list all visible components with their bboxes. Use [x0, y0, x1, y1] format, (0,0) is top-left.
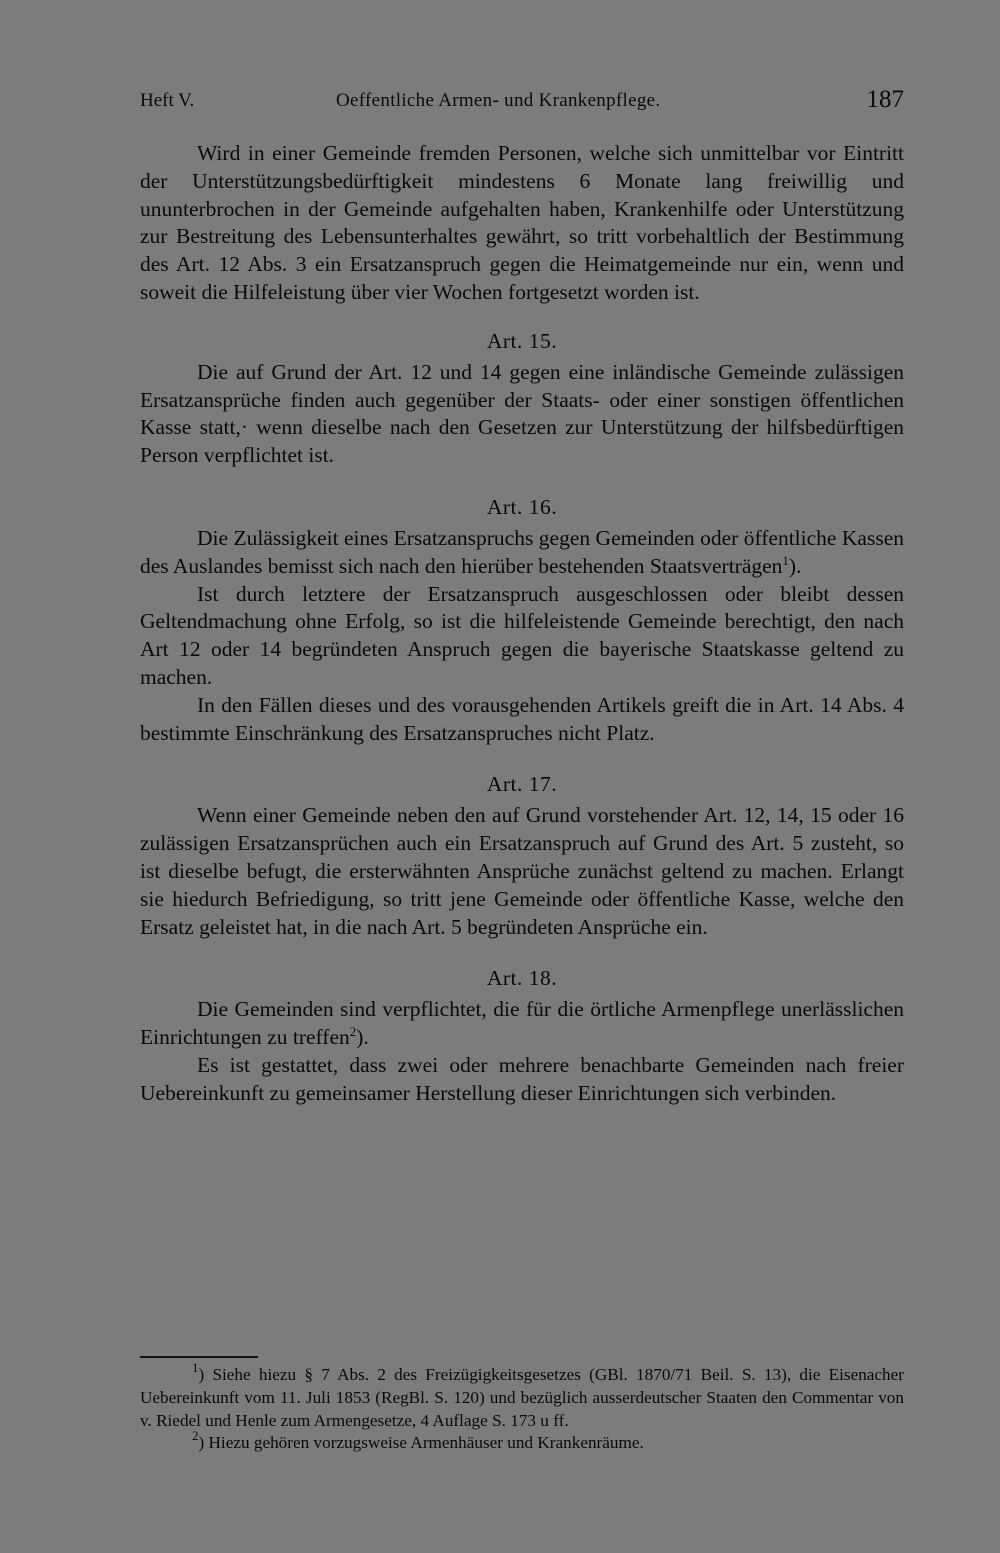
page-number: 187 — [866, 86, 904, 113]
paragraph-art16-1 — [140, 525, 904, 581]
footnote-2 — [140, 1428, 904, 1455]
paragraph-art14-continuation: Wird in einer Gemeinde fremden Personen, welche sich unmittelbar vor Eintritt der Unterstützungsbedürftigkeit mindestens 6 Monate lang freiwillig und ununterbrochen in der Gemeinde aufgehalten haben, Krankenhilfe oder Unterstützung zur Bestreitung des Lebensunterhaltes gewährt, so tritt vorbehaltlich der Bestimmung des Art. 12 Abs. 3 ein Ersatzanspruch gegen die Heimatgemeinde nur ein, wenn und soweit die Hilfeleistung über vier Wochen fortgesetzt worden ist. — [140, 141, 904, 304]
header-section: Heft V. — [140, 90, 195, 111]
main-text — [140, 140, 904, 1108]
footnote-marker-2: 2 — [192, 1428, 199, 1444]
paragraph-art18-2: Es ist gestattet, dass zwei oder mehrere benachbarte Gemeinden nach freier Uebereinkunft zu gemeinsamer Herstellung dieser Einrichtungen sich verbinden. — [140, 1052, 904, 1105]
footnote-marker-1: 1 — [192, 1360, 199, 1375]
article-heading-18: Art. 18. — [486, 966, 558, 991]
footnote-text: ) Siehe hiezu § 7 Abs. 2 des Freizügigkeitsgesetzes (GBl. 1870/71 Beil. S. 13), die Eisenacher Uebereinkunft vom 11. Juli 1853 (RegBl. S. 120) und bezüglich ausserdeutscher Staaten den Commentar von v. Riedel und Henle zum Armengesetze, 4 Auflage S. 173 u ff. — [140, 1365, 904, 1430]
footnote-text: ) Hiezu gehören vorzugsweise Armenhäuser und Krankenräume. — [198, 1433, 644, 1453]
running-header — [140, 86, 904, 118]
article-heading-16: Art. 16. — [486, 494, 558, 519]
paragraph-art15: Die auf Grund der Art. 12 und 14 gegen eine inländische Gemeinde zulässigen Ersatzansprüche finden auch gegenüber der Staats- oder einer sonstigen öffentlichen Kasse statt,· wenn dieselbe nach den Gesetzen zur Unterstützung der hilfsbedürftigen Person verpflichtet ist. — [140, 359, 904, 468]
paragraph-art16-2: Ist durch letztere der Ersatzanspruch ausgeschlossen oder bleibt dessen Geltendmachung ohne Erfolg, so ist die hilfeleistende Gemeinde berechtigt, den nach Art 12 oder 14 begründeten Anspruch gegen die bayerische Staatskasse geltend zu machen. — [140, 581, 904, 689]
footnote-1 — [140, 1360, 904, 1432]
paragraph-art16-3: In den Fällen dieses und des vorausgehenden Artikels greift die in Art. 14 Abs. 4 bestimmte Einschränkung des Ersatzanspruches nicht Platz. — [140, 692, 904, 745]
header-title: Oeffentliche Armen- und Krankenpflege. — [336, 90, 661, 111]
article-heading-17: Art. 17. — [486, 772, 558, 797]
paragraph-art18-1 — [140, 996, 904, 1052]
paragraph-end: ). — [356, 1025, 369, 1050]
footnotes — [140, 1360, 904, 1455]
paragraph-text: Die Gemeinden sind verpflichtet, die für die örtliche Armenpflege unerlässlichen Einrichtungen zu treffen — [140, 997, 904, 1050]
footnote-divider — [140, 1356, 258, 1358]
paragraph-end: ). — [788, 553, 802, 578]
article-heading-15: Art. 15. — [486, 328, 558, 353]
paragraph-text: Die Zulässigkeit eines Ersatzanspruchs gegen Gemeinden oder öffentliche Kassen des Auslandes bemisst sich nach den hierüber bestehenden Staatsverträgen — [140, 525, 904, 578]
footnote-ref-2: 2 — [349, 1024, 357, 1040]
footnote-ref-1: 1 — [782, 552, 789, 568]
paragraph-art17: Wenn einer Gemeinde neben den auf Grund vorstehender Art. 12, 14, 15 oder 16 zulässigen Ersatzansprüchen auch ein Ersatzanspruch auf Grund des Art. 5 zusteht, so ist dieselbe befugt, die ersterwähnten Ansprüche zunächst geltend zu machen. Erlangt sie hiedurch Befriedigung, so tritt jene Gemeinde oder öffentliche Kasse, welche den Ersatz geleistet hat, in die nach Art. 5 begründeten Ansprüche ein. — [140, 803, 904, 939]
